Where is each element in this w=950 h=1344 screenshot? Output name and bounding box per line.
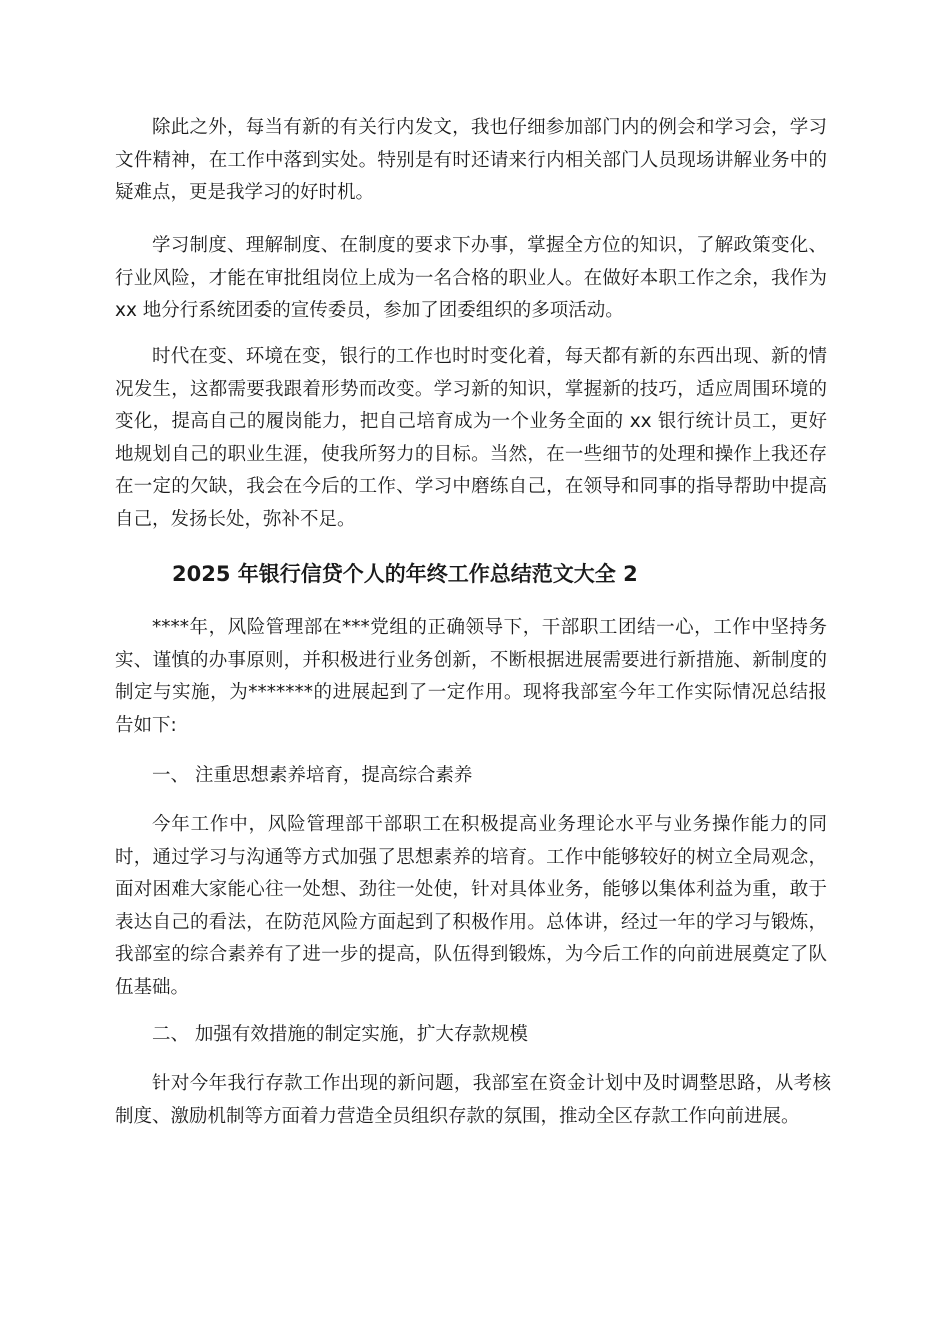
paragraph-study-rules: 学习制度、理解制度、在制度的要求下办事，掌握全方位的知识，了解政策变化、行业风险，才能在审批组岗位上成为一名合格的职业人。在做好本职工作之余，我作为 xx 地分行系统团委的宣传委员，参加了团委组织的多项活动。 [115, 235, 827, 321]
subheading-quality: 一、 注重思想素养培育，提高综合素养 [152, 765, 473, 786]
section-title: 2025 年银行信贷个人的年终工作总结范文大全 2 [172, 562, 638, 586]
paragraph-deposits-body: 针对今年我行存款工作出现的新问题，我部室在资金计划中及时调整思路，从考核制度、激励机制等方面着力营造全员组织存款的氛围，推动全区存款工作向前进展。 [115, 1073, 831, 1127]
paragraph-changing-times: 时代在变、环境在变，银行的工作也时时变化着，每天都有新的东西出现、新的情况发生，这都需要我跟着形势而改变。学习新的知识，掌握新的技巧，适应周围环境的变化，提高自己的履岗能力，把自己培育成为一个业务全面的 xx 银行统计员工，更好地规划自己的职业生涯，使我所努力的目标。当然，在一些细节的处理和操作上我还存在一定的欠缺，我会在今后的工作、学习中磨练自己，在领导和同事的指导帮助中提高自己，发扬长处，弥补不足。 [115, 346, 827, 530]
paragraph-study-meetings: 除此之外，每当有新的有关行内发文，我也仔细参加部门内的例会和学习会，学习文件精神，在工作中落到实处。特别是有时还请来行内相关部门人员现场讲解业务中的疑难点，更是我学习的好时机。 [115, 117, 827, 203]
subheading-deposits: 二、 加强有效措施的制定实施，扩大存款规模 [152, 1024, 528, 1045]
paragraph-intro: ****年，风险管理部在***党组的正确领导下，干部职工团结一心，工作中坚持务实、谨慎的办事原则，并积极进行业务创新，不断根据进展需要进行新措施、新制度的制定与实施，为*******的进展起到了一定作用。现将我部室今年工作实际情况总结报告如下: [115, 617, 827, 736]
paragraph-quality-body: 今年工作中，风险管理部干部职工在积极提高业务理论水平与业务操作能力的同时，通过学习与沟通等方式加强了思想素养的培育。工作中能够较好的树立全局观念，面对困难大家能心往一处想、劲往一处使，针对具体业务，能够以集体利益为重，敢于表达自己的看法，在防范风险方面起到了积极作用。总体讲，经过一年的学习与锻炼，我部室的综合素养有了进一步的提高，队伍得到锻炼，为今后工作的向前进展奠定了队伍基础。 [115, 814, 827, 998]
